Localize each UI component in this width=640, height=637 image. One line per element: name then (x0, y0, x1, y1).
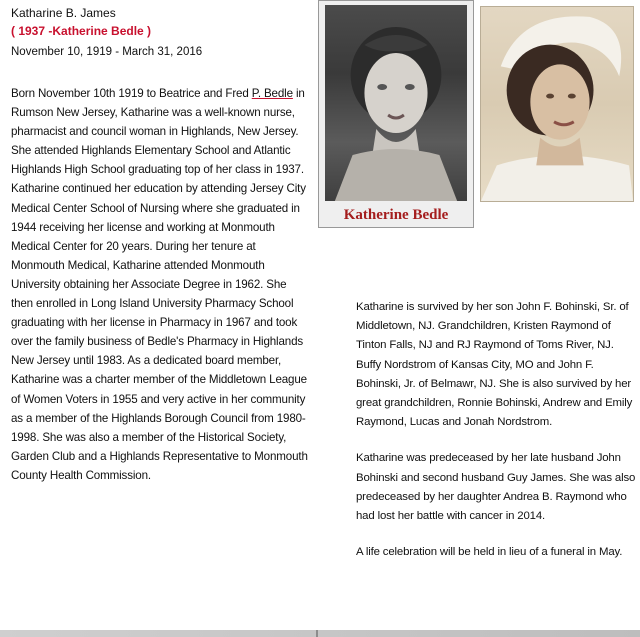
survived-by-paragraph: Katharine is survived by her son John F. Bohinski, Sr. of Middletown, NJ. Grandchildren, Kristen Raymond of Tinton Falls, NJ and RJ Raymond of Toms River, NJ. Buffy Nordstrom of Kansas City, MO and John F. Bohinski, Jr. of Belmawr, NJ. She is also survived by her great grandchildren, Ronnie Bohinski, Andrew and Emily Raymond, Lucas and Jonah Nordstrom. (356, 301, 633, 429)
bio-parent-name: P. Bedle (251, 87, 293, 100)
predeceased-paragraph: Katharine was predeceased by her late husband John Bohinski and second husband Guy James. She was also predeceased by her daughter Andrea B. Raymond who had lost her battle with cancer in 2014. (356, 452, 636, 523)
life-dates: November 10, 1919 - March 31, 2016 (11, 46, 203, 58)
bio-body: in Rumson New Jersey, Katharine was a well-known nurse, pharmacist and council woman in Highlands, New Jersey. She attended Highlands Elementary School and Atlantic Highlands High School graduating top of her class in 1937. Katharine continued her education by attending Jersey City Medical Center School of Nursing where she graduated in 1944 receiving her license and working at Monmouth Medical Center for 20 years. During her tenure at Monmouth Medical, Katharine attended Monmouth University obtaining her Associate Degree in 1962. She then enrolled in Long Island University Pharmacy School graduating with her license in Pharmacy in 1967 and took over the family business of Bedle's Pharmacy in Highlands New Jersey until 1983. As a dedicated board member, Katharine was a charter member of the Middletown League of Women Voters in 1955 and very active in her community as a member of the Highlands Borough Council from 1980-1998. She was also a member of the Historical Society, Garden Club and a Highlands Representative to Monmouth County Health Commission. (11, 87, 308, 482)
obituary-header (11, 4, 202, 61)
photo-caption: Katherine Bedle (343, 207, 449, 223)
bottom-divider (316, 630, 318, 637)
celebration-paragraph: A life celebration will be held in lieu of a funeral in May. (356, 546, 623, 559)
portrait-photo-bw (318, 0, 474, 228)
bottom-edge (0, 630, 640, 637)
portrait-image (325, 5, 467, 201)
portrait-photo-nurse (480, 6, 634, 202)
biography-text (11, 84, 311, 485)
maiden-name: ( 1937 -Katherine Bedle ) (11, 24, 152, 38)
bio-intro: Born November 10th 1919 to Beatrice and Fred (11, 87, 252, 100)
family-section (356, 298, 636, 579)
full-name: Katharine B. James (11, 6, 116, 20)
